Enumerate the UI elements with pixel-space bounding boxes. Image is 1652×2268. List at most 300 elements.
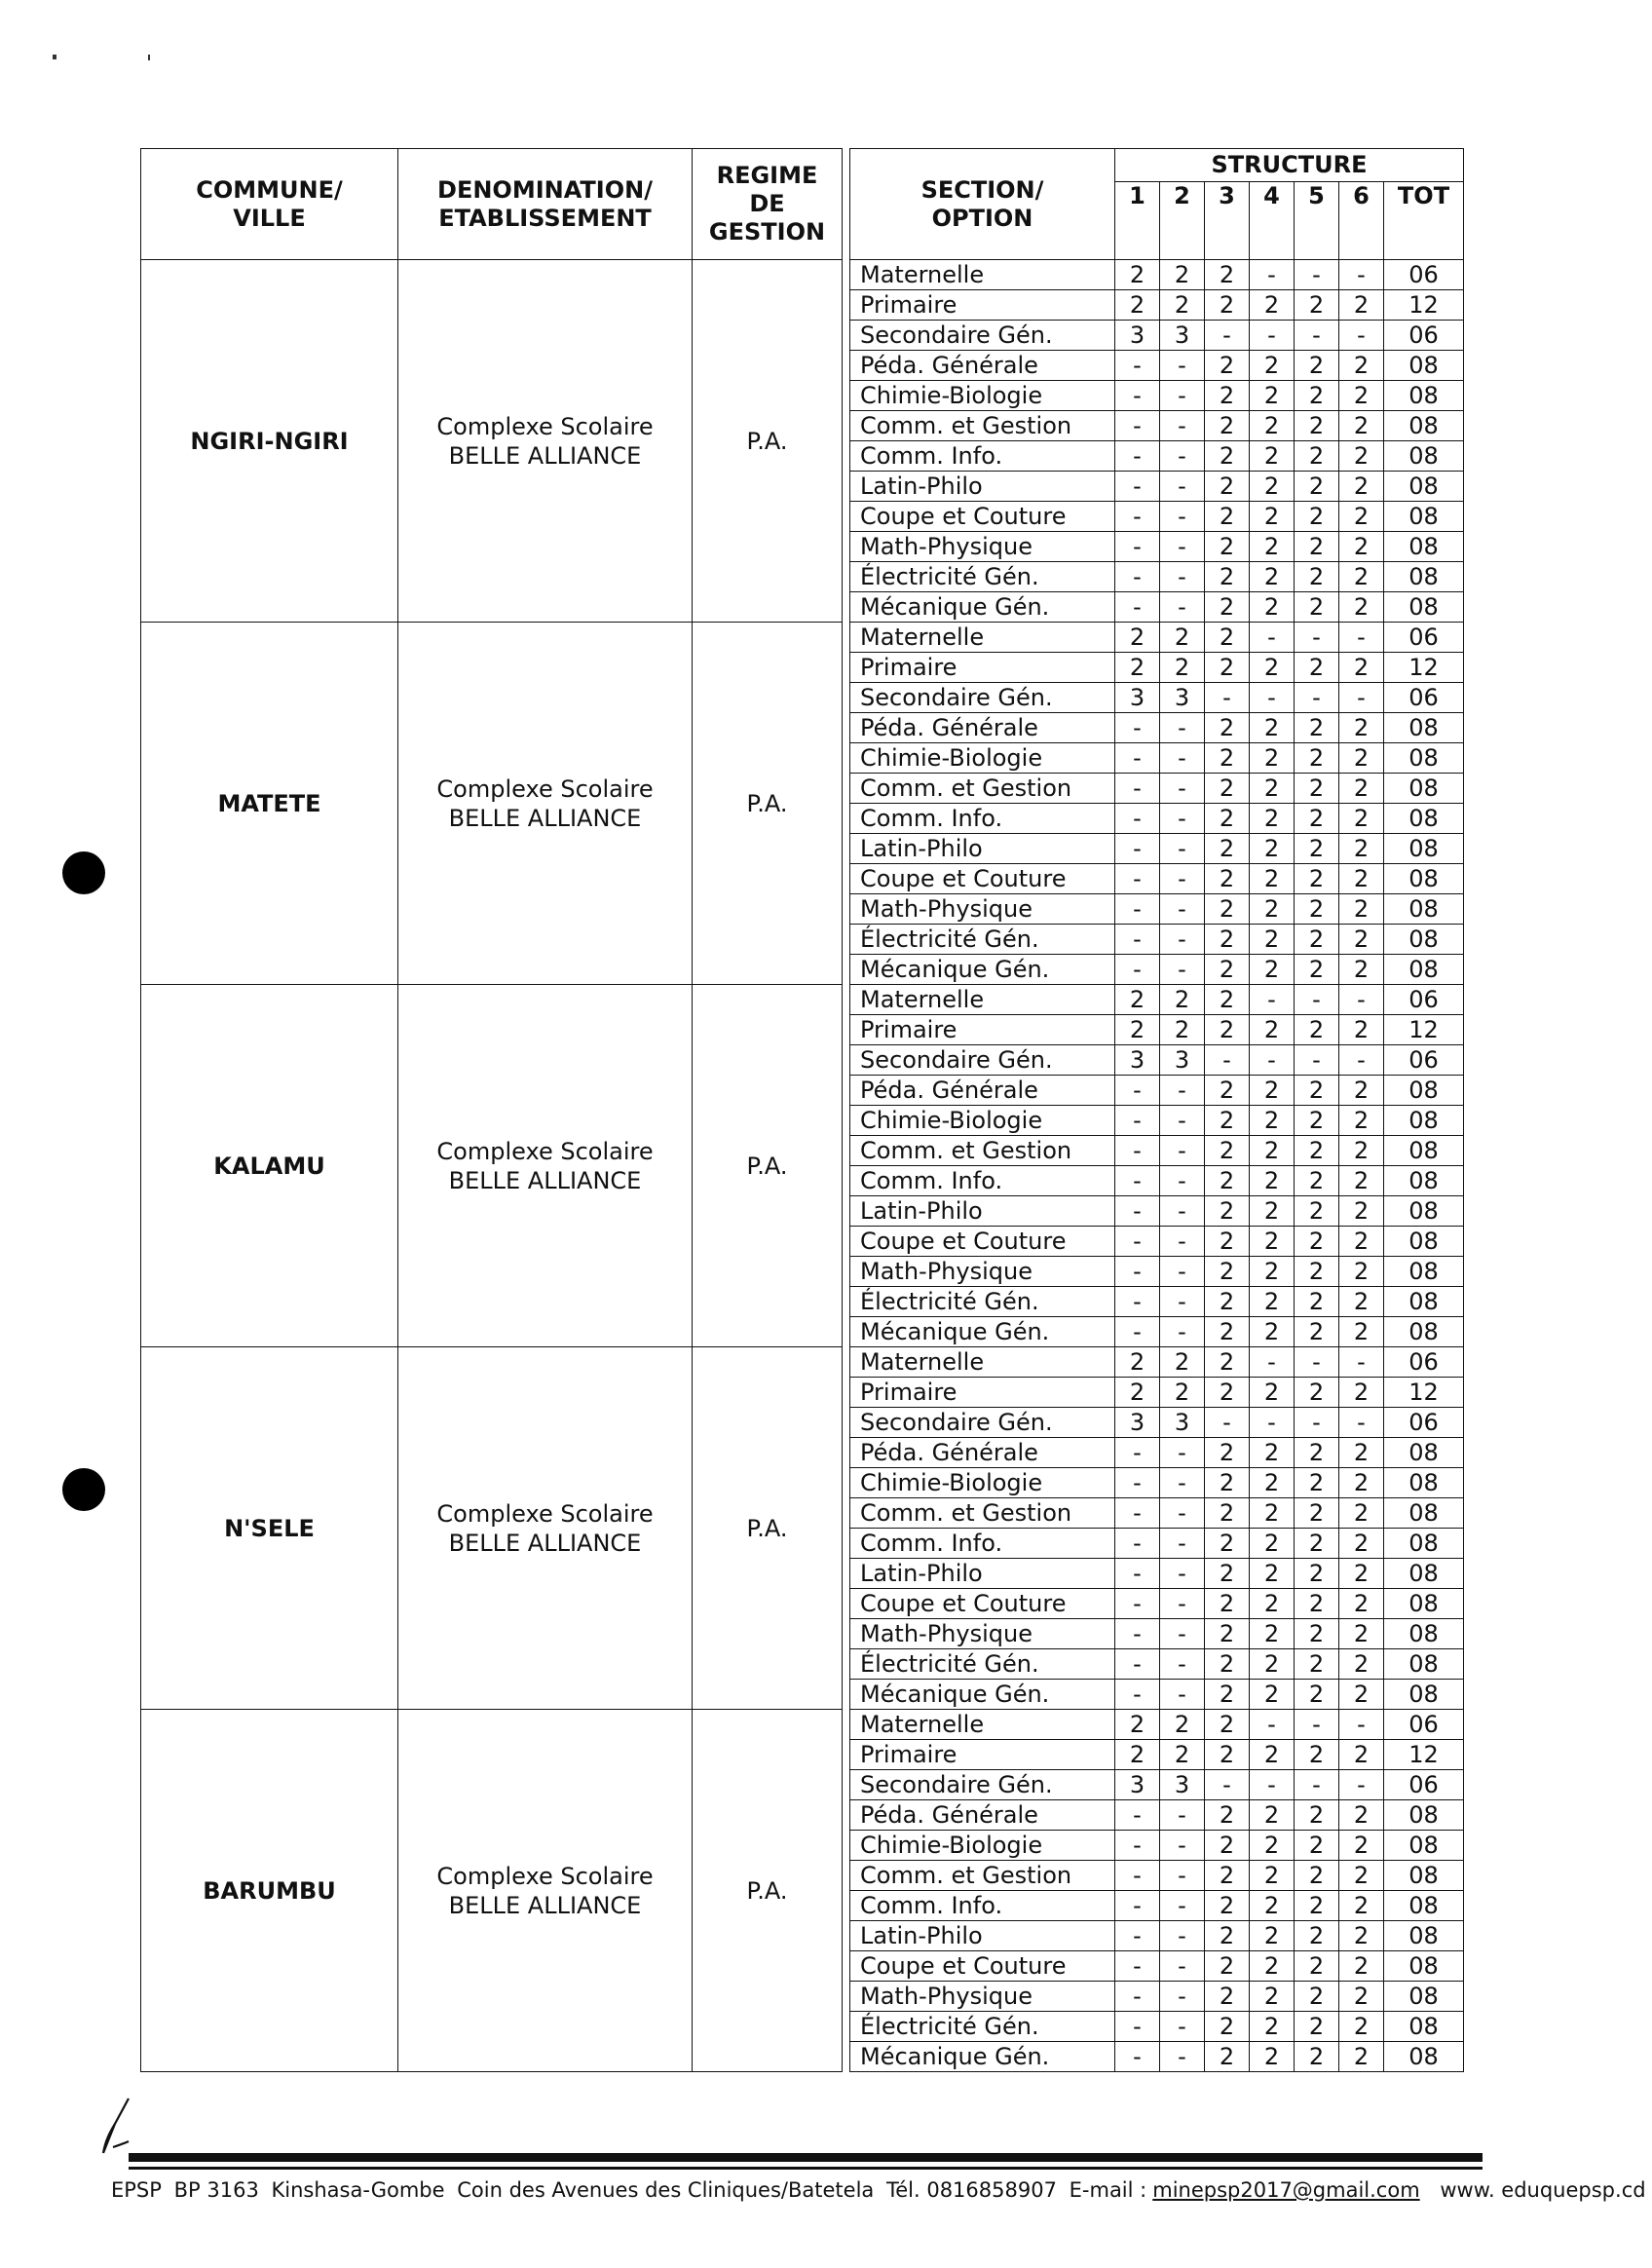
structure-cell: 2: [1160, 1740, 1205, 1770]
total-cell: 08: [1384, 1649, 1464, 1680]
structure-cell: 2: [1250, 1982, 1295, 2012]
structure-cell: -: [1160, 1861, 1205, 1891]
denomination-cell: Complexe Scolaire BELLE ALLIANCE: [398, 1347, 693, 1710]
structure-cell: -: [1160, 1287, 1205, 1317]
structure-cell: 2: [1295, 743, 1339, 774]
structure-cell: 2: [1295, 1257, 1339, 1287]
structure-cell: 2: [1295, 1227, 1339, 1257]
structure-cell: -: [1115, 472, 1160, 502]
header-section-label: SECTION/ OPTION: [920, 175, 1044, 232]
section-cell: Math-Physique: [850, 1257, 1115, 1287]
structure-cell: 2: [1205, 1015, 1250, 1045]
total-cell: 06: [1384, 1408, 1464, 1438]
structure-cell: 2: [1160, 1378, 1205, 1408]
structure-cell: 2: [1339, 864, 1384, 894]
footer-city: Kinshasa-Gombe: [271, 2178, 445, 2202]
structure-cell: 2: [1295, 1106, 1339, 1136]
structure-cell: 2: [1339, 1740, 1384, 1770]
structure-cell: 2: [1250, 1529, 1295, 1559]
structure-cell: -: [1250, 623, 1295, 653]
structure-cell: 2: [1205, 1951, 1250, 1982]
structure-cell: -: [1115, 1287, 1160, 1317]
structure-cell: 2: [1250, 532, 1295, 562]
section-cell: Secondaire Gén.: [850, 1770, 1115, 1800]
total-cell: 08: [1384, 411, 1464, 441]
structure-cell: -: [1160, 743, 1205, 774]
signature-mark: [95, 2095, 144, 2157]
structure-cell: -: [1115, 1529, 1160, 1559]
table-row: [141, 1710, 1464, 1740]
structure-cell: -: [1160, 1891, 1205, 1921]
structure-cell: 2: [1339, 1619, 1384, 1649]
structure-cell: 2: [1205, 1317, 1250, 1347]
structure-cell: 3: [1115, 683, 1160, 713]
structure-cell: 2: [1205, 1680, 1250, 1710]
section-cell: Comm. Info.: [850, 441, 1115, 472]
total-cell: 12: [1384, 1740, 1464, 1770]
section-cell: Latin-Philo: [850, 1196, 1115, 1227]
section-cell: Comm. et Gestion: [850, 411, 1115, 441]
structure-cell: 2: [1339, 1136, 1384, 1166]
structure-cell: 2: [1339, 1196, 1384, 1227]
structure-cell: 2: [1295, 1196, 1339, 1227]
section-cell: Coupe et Couture: [850, 502, 1115, 532]
structure-cell: -: [1115, 2012, 1160, 2042]
structure-cell: -: [1160, 834, 1205, 864]
structure-cell: 2: [1339, 1891, 1384, 1921]
structure-cell: 2: [1339, 2042, 1384, 2072]
section-cell: Comm. et Gestion: [850, 774, 1115, 804]
total-cell: 08: [1384, 1619, 1464, 1649]
structure-cell: 2: [1295, 864, 1339, 894]
structure-cell: 2: [1250, 562, 1295, 592]
structure-cell: 2: [1295, 411, 1339, 441]
structure-cell: -: [1115, 955, 1160, 985]
gap-cell: [843, 260, 850, 623]
regime-cell: P.A.: [693, 1347, 843, 1710]
structure-cell: 2: [1205, 834, 1250, 864]
denomination-cell: Complexe Scolaire BELLE ALLIANCE: [398, 1710, 693, 2072]
section-cell: Secondaire Gén.: [850, 321, 1115, 351]
structure-cell: 2: [1250, 1831, 1295, 1861]
structure-cell: 2: [1295, 1740, 1339, 1770]
total-cell: 08: [1384, 834, 1464, 864]
structure-cell: -: [1115, 1227, 1160, 1257]
section-cell: Maternelle: [850, 623, 1115, 653]
footer-bp: BP 3163: [173, 2178, 259, 2202]
header-col-1: 1: [1115, 182, 1160, 260]
structure-cell: -: [1115, 1800, 1160, 1831]
total-cell: 08: [1384, 1257, 1464, 1287]
section-cell: Coupe et Couture: [850, 1589, 1115, 1619]
structure-cell: 2: [1295, 1800, 1339, 1831]
structure-cell: -: [1160, 1076, 1205, 1106]
section-cell: Math-Physique: [850, 1982, 1115, 2012]
structure-cell: -: [1250, 683, 1295, 713]
total-cell: 06: [1384, 985, 1464, 1015]
structure-cell: 2: [1205, 562, 1250, 592]
section-cell: Électricité Gén.: [850, 1649, 1115, 1680]
structure-cell: 2: [1295, 1015, 1339, 1045]
structure-cell: 2: [1205, 774, 1250, 804]
footer-website[interactable]: www. eduquepsp.cd: [1440, 2178, 1646, 2202]
structure-cell: 2: [1250, 925, 1295, 955]
structure-cell: 2: [1250, 1498, 1295, 1529]
section-cell: Chimie-Biologie: [850, 743, 1115, 774]
structure-cell: 2: [1295, 1166, 1339, 1196]
structure-cell: 2: [1115, 290, 1160, 321]
section-cell: Maternelle: [850, 1347, 1115, 1378]
header-denomination-label: DENOMINATION/ ETABLISSEMENT: [437, 175, 653, 232]
total-cell: 08: [1384, 562, 1464, 592]
structure-cell: 2: [1205, 653, 1250, 683]
total-cell: 12: [1384, 1015, 1464, 1045]
section-cell: Latin-Philo: [850, 1921, 1115, 1951]
structure-cell: -: [1205, 1408, 1250, 1438]
section-cell: Primaire: [850, 653, 1115, 683]
commune-cell: MATETE: [141, 623, 398, 985]
structure-cell: -: [1295, 1770, 1339, 1800]
header-col-4: 4: [1250, 182, 1295, 260]
structure-cell: -: [1160, 804, 1205, 834]
structure-cell: 2: [1250, 1800, 1295, 1831]
structure-cell: -: [1295, 683, 1339, 713]
structure-cell: -: [1250, 1347, 1295, 1378]
section-cell: Mécanique Gén.: [850, 2042, 1115, 2072]
total-cell: 12: [1384, 1378, 1464, 1408]
total-cell: 08: [1384, 381, 1464, 411]
structure-cell: 2: [1250, 804, 1295, 834]
structure-cell: 2: [1295, 1861, 1339, 1891]
structure-table: [140, 148, 1464, 2072]
structure-cell: 2: [1339, 502, 1384, 532]
structure-cell: 2: [1295, 1559, 1339, 1589]
section-cell: Secondaire Gén.: [850, 683, 1115, 713]
total-cell: 08: [1384, 1317, 1464, 1347]
structure-cell: 2: [1250, 1257, 1295, 1287]
structure-cell: -: [1205, 683, 1250, 713]
section-cell: Mécanique Gén.: [850, 955, 1115, 985]
structure-cell: -: [1115, 804, 1160, 834]
header-col-3: 3: [1205, 182, 1250, 260]
structure-cell: 2: [1205, 1438, 1250, 1468]
section-cell: Comm. et Gestion: [850, 1498, 1115, 1529]
section-cell: Péda. Générale: [850, 1800, 1115, 1831]
header-col-2: 2: [1160, 182, 1205, 260]
structure-cell: 2: [1250, 381, 1295, 411]
section-cell: Électricité Gén.: [850, 2012, 1115, 2042]
structure-cell: 2: [1250, 472, 1295, 502]
structure-cell: -: [1115, 894, 1160, 925]
section-cell: Primaire: [850, 290, 1115, 321]
structure-cell: 2: [1295, 1589, 1339, 1619]
structure-cell: 2: [1250, 2012, 1295, 2042]
footer-email-link[interactable]: minepsp2017@gmail.com: [1152, 2178, 1420, 2202]
structure-cell: 2: [1205, 351, 1250, 381]
regime-cell: P.A.: [693, 623, 843, 985]
structure-cell: 2: [1295, 834, 1339, 864]
total-cell: 08: [1384, 1680, 1464, 1710]
structure-cell: -: [1115, 1619, 1160, 1649]
structure-cell: 2: [1295, 955, 1339, 985]
total-cell: 06: [1384, 1347, 1464, 1378]
structure-cell: -: [1250, 1710, 1295, 1740]
structure-cell: 2: [1295, 804, 1339, 834]
table-row: [141, 985, 1464, 1015]
structure-cell: -: [1250, 985, 1295, 1015]
section-cell: Comm. Info.: [850, 1529, 1115, 1559]
structure-cell: 2: [1205, 1619, 1250, 1649]
commune-cell: N'SELE: [141, 1347, 398, 1710]
structure-cell: -: [1115, 743, 1160, 774]
structure-cell: 2: [1295, 441, 1339, 472]
structure-cell: 2: [1295, 1378, 1339, 1408]
structure-cell: -: [1115, 834, 1160, 864]
structure-cell: -: [1160, 2012, 1205, 2042]
structure-cell: 2: [1205, 472, 1250, 502]
section-cell: Comm. Info.: [850, 1166, 1115, 1196]
structure-cell: 2: [1295, 381, 1339, 411]
structure-cell: 2: [1205, 1861, 1250, 1891]
structure-cell: 2: [1295, 653, 1339, 683]
structure-cell: -: [1115, 532, 1160, 562]
total-cell: 08: [1384, 2012, 1464, 2042]
structure-cell: 2: [1205, 1498, 1250, 1529]
section-cell: Secondaire Gén.: [850, 1408, 1115, 1438]
section-cell: Mécanique Gén.: [850, 1680, 1115, 1710]
structure-cell: 3: [1160, 683, 1205, 713]
structure-cell: 2: [1250, 1921, 1295, 1951]
structure-cell: 2: [1115, 1710, 1160, 1740]
structure-cell: 2: [1205, 1136, 1250, 1166]
structure-cell: 2: [1205, 804, 1250, 834]
structure-cell: 2: [1295, 502, 1339, 532]
structure-cell: 2: [1339, 351, 1384, 381]
structure-cell: 2: [1250, 1951, 1295, 1982]
header-structure: [1115, 149, 1464, 182]
structure-cell: -: [1295, 1710, 1339, 1740]
structure-cell: 2: [1205, 532, 1250, 562]
header-gap: [843, 149, 850, 260]
structure-cell: -: [1160, 1800, 1205, 1831]
structure-cell: -: [1339, 260, 1384, 290]
structure-cell: 2: [1115, 1347, 1160, 1378]
structure-cell: 2: [1205, 955, 1250, 985]
structure-cell: 2: [1295, 290, 1339, 321]
structure-cell: 2: [1295, 1498, 1339, 1529]
structure-cell: -: [1115, 1951, 1160, 1982]
structure-cell: 2: [1295, 351, 1339, 381]
section-cell: Latin-Philo: [850, 472, 1115, 502]
structure-cell: -: [1115, 1106, 1160, 1136]
structure-cell: 2: [1205, 1196, 1250, 1227]
structure-cell: 2: [1339, 1982, 1384, 2012]
structure-cell: 2: [1205, 1227, 1250, 1257]
denomination-cell: Complexe Scolaire BELLE ALLIANCE: [398, 985, 693, 1347]
structure-cell: 2: [1339, 472, 1384, 502]
structure-cell: 2: [1295, 532, 1339, 562]
structure-cell: 2: [1205, 592, 1250, 623]
structure-cell: -: [1160, 381, 1205, 411]
total-cell: 08: [1384, 743, 1464, 774]
structure-cell: -: [1295, 1347, 1339, 1378]
total-cell: 08: [1384, 502, 1464, 532]
section-cell: Coupe et Couture: [850, 1227, 1115, 1257]
structure-cell: 2: [1205, 1891, 1250, 1921]
structure-cell: -: [1160, 351, 1205, 381]
structure-cell: 2: [1250, 1468, 1295, 1498]
total-cell: 08: [1384, 925, 1464, 955]
section-cell: Électricité Gén.: [850, 562, 1115, 592]
structure-cell: 2: [1250, 1136, 1295, 1166]
total-cell: 08: [1384, 713, 1464, 743]
structure-cell: 2: [1339, 774, 1384, 804]
total-cell: 08: [1384, 955, 1464, 985]
total-cell: 08: [1384, 804, 1464, 834]
structure-cell: 2: [1205, 1831, 1250, 1861]
commune-cell: BARUMBU: [141, 1710, 398, 2072]
section-cell: Chimie-Biologie: [850, 1468, 1115, 1498]
structure-cell: 2: [1205, 1921, 1250, 1951]
structure-cell: -: [1160, 1982, 1205, 2012]
structure-cell: -: [1160, 894, 1205, 925]
structure-cell: 2: [1339, 1680, 1384, 1710]
structure-cell: 2: [1205, 2012, 1250, 2042]
structure-cell: -: [1160, 532, 1205, 562]
section-cell: Électricité Gén.: [850, 1287, 1115, 1317]
structure-cell: -: [1160, 713, 1205, 743]
structure-cell: 2: [1339, 1227, 1384, 1257]
structure-cell: -: [1160, 502, 1205, 532]
structure-cell: 2: [1339, 1921, 1384, 1951]
header-commune-label: COMMUNE/ VILLE: [196, 175, 343, 232]
structure-cell: 2: [1339, 290, 1384, 321]
structure-cell: 3: [1115, 1045, 1160, 1076]
structure-cell: -: [1160, 1498, 1205, 1529]
total-cell: 08: [1384, 1559, 1464, 1589]
header-section: [850, 149, 1115, 260]
header-col-5: 5: [1295, 182, 1339, 260]
structure-cell: -: [1160, 864, 1205, 894]
section-cell: Coupe et Couture: [850, 864, 1115, 894]
structure-cell: 2: [1205, 713, 1250, 743]
footer-email-label: E-mail :: [1069, 2178, 1147, 2202]
total-cell: 08: [1384, 1951, 1464, 1982]
structure-cell: 2: [1205, 864, 1250, 894]
structure-cell: -: [1115, 411, 1160, 441]
structure-cell: 2: [1295, 1287, 1339, 1317]
structure-cell: -: [1160, 2042, 1205, 2072]
structure-cell: -: [1160, 1529, 1205, 1559]
footer-epsp: EPSP: [111, 2178, 162, 2202]
total-cell: 08: [1384, 864, 1464, 894]
header-denomination: [398, 149, 693, 260]
structure-cell: 2: [1339, 2012, 1384, 2042]
total-cell: 08: [1384, 351, 1464, 381]
structure-cell: 2: [1295, 1438, 1339, 1468]
total-cell: 08: [1384, 1982, 1464, 2012]
structure-cell: -: [1115, 1468, 1160, 1498]
section-cell: Mécanique Gén.: [850, 1317, 1115, 1347]
structure-cell: -: [1295, 321, 1339, 351]
structure-cell: 2: [1250, 1649, 1295, 1680]
section-cell: Secondaire Gén.: [850, 1045, 1115, 1076]
structure-cell: 2: [1339, 1378, 1384, 1408]
structure-cell: 2: [1339, 894, 1384, 925]
total-cell: 08: [1384, 472, 1464, 502]
header-col-tot: TOT: [1384, 182, 1464, 260]
structure-cell: 2: [1295, 774, 1339, 804]
total-cell: 08: [1384, 1287, 1464, 1317]
structure-cell: 2: [1205, 290, 1250, 321]
structure-cell: 2: [1295, 1982, 1339, 2012]
structure-cell: 3: [1160, 1045, 1205, 1076]
section-cell: Coupe et Couture: [850, 1951, 1115, 1982]
structure-cell: -: [1160, 774, 1205, 804]
gap-cell: [843, 1347, 850, 1710]
total-cell: 08: [1384, 1891, 1464, 1921]
structure-cell: -: [1160, 1317, 1205, 1347]
section-cell: Péda. Générale: [850, 1438, 1115, 1468]
total-cell: 08: [1384, 1196, 1464, 1227]
structure-cell: 2: [1339, 1800, 1384, 1831]
structure-cell: 2: [1160, 260, 1205, 290]
total-cell: 08: [1384, 532, 1464, 562]
structure-cell: 2: [1205, 894, 1250, 925]
header-col-6: 6: [1339, 182, 1384, 260]
structure-cell: -: [1115, 502, 1160, 532]
total-cell: 08: [1384, 1921, 1464, 1951]
structure-cell: 2: [1160, 1710, 1205, 1740]
total-cell: 06: [1384, 321, 1464, 351]
total-cell: 06: [1384, 623, 1464, 653]
structure-cell: 2: [1115, 1740, 1160, 1770]
structure-cell: -: [1115, 562, 1160, 592]
structure-cell: 2: [1295, 1831, 1339, 1861]
section-cell: Péda. Générale: [850, 1076, 1115, 1106]
structure-cell: 2: [1205, 925, 1250, 955]
structure-cell: 2: [1339, 1015, 1384, 1045]
structure-cell: -: [1339, 1045, 1384, 1076]
structure-cell: 2: [1205, 1076, 1250, 1106]
structure-cell: 2: [1205, 743, 1250, 774]
structure-cell: 2: [1115, 623, 1160, 653]
structure-cell: 2: [1339, 1589, 1384, 1619]
scan-speck: [53, 55, 56, 59]
section-cell: Péda. Générale: [850, 351, 1115, 381]
structure-cell: -: [1160, 1589, 1205, 1619]
structure-cell: 2: [1205, 623, 1250, 653]
structure-cell: -: [1160, 1649, 1205, 1680]
table-row: [141, 623, 1464, 653]
structure-cell: 2: [1295, 1529, 1339, 1559]
commune-cell: KALAMU: [141, 985, 398, 1347]
structure-cell: 2: [1205, 1982, 1250, 2012]
structure-cell: -: [1115, 1861, 1160, 1891]
structure-cell: -: [1115, 381, 1160, 411]
structure-cell: 3: [1115, 321, 1160, 351]
structure-cell: 2: [1205, 1106, 1250, 1136]
total-cell: 06: [1384, 260, 1464, 290]
structure-cell: -: [1250, 1045, 1295, 1076]
table-row: [141, 260, 1464, 290]
total-cell: 08: [1384, 441, 1464, 472]
regime-cell: P.A.: [693, 1710, 843, 2072]
structure-cell: -: [1160, 1680, 1205, 1710]
structure-cell: 2: [1205, 1287, 1250, 1317]
structure-cell: 2: [1250, 955, 1295, 985]
structure-cell: 2: [1205, 502, 1250, 532]
